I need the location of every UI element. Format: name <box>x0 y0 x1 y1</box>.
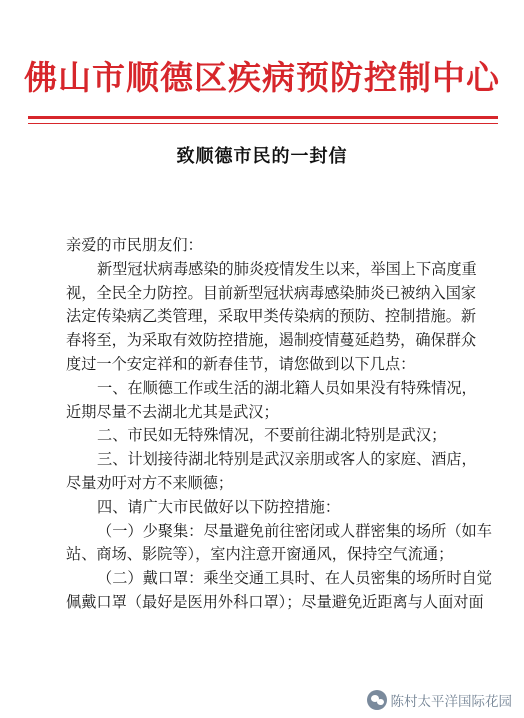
body-line: 三、计划接待湖北特别是武汉亲朋或客人的家庭、酒店， <box>97 450 477 469</box>
body-line: 视，全民全力防控。目前新型冠状病毒感染肺炎已被纳入国家 <box>66 283 477 302</box>
body-line: （一）少聚集：尽量避免前往密闭或人群密集的场所（如车 <box>97 521 492 540</box>
body-line: 尽量劝吁对方不来顺德； <box>66 473 234 492</box>
body-line: 二、市民如无特殊情况，不要前往湖北特别是武汉； <box>97 426 447 445</box>
body-line: 法定传染病乙类管理，采取甲类传染病的预防、控制措施。新 <box>66 307 477 326</box>
watermark <box>363 688 517 712</box>
body-line: 度过一个安定祥和的新春佳节，请您做到以下几点： <box>66 354 416 373</box>
body-line: 佩戴口罩（最好是医用外科口罩）；尽量避免近距离与人面对面 <box>66 592 484 611</box>
letterhead-rule-thick <box>28 116 498 119</box>
wechat-icon <box>367 690 387 710</box>
letterhead-org-name: 佛山市顺德区疾病预防控制中心 <box>24 58 500 97</box>
watermark-text: 陈村太平洋国际花园 <box>390 694 512 710</box>
body-line: 春将至，为采取有效防控措施，遏制疫情蔓延趋势，确保群众 <box>66 331 477 350</box>
document-body <box>66 234 492 615</box>
body-line: （二）戴口罩：乘坐交通工具时、在人员密集的场所时自觉 <box>97 569 492 588</box>
body-line: 一、在顺德工作或生活的湖北籍人员如果没有特殊情况， <box>97 378 477 397</box>
body-line: 站、商场、影院等），室内注意开窗通风，保持空气流通； <box>66 545 454 564</box>
document-title: 致顺德市民的一封信 <box>176 146 348 167</box>
body-line: 亲爱的市民朋友们： <box>66 236 203 254</box>
body-line: 四、请广大市民做好以下防控措施： <box>97 497 340 516</box>
body-line: 近期尽量不去湖北尤其是武汉； <box>66 402 279 421</box>
body-line: 新型冠状病毒感染的肺炎疫情发生以来，举国上下高度重 <box>97 259 477 278</box>
letterhead-rule-thin <box>28 123 498 124</box>
